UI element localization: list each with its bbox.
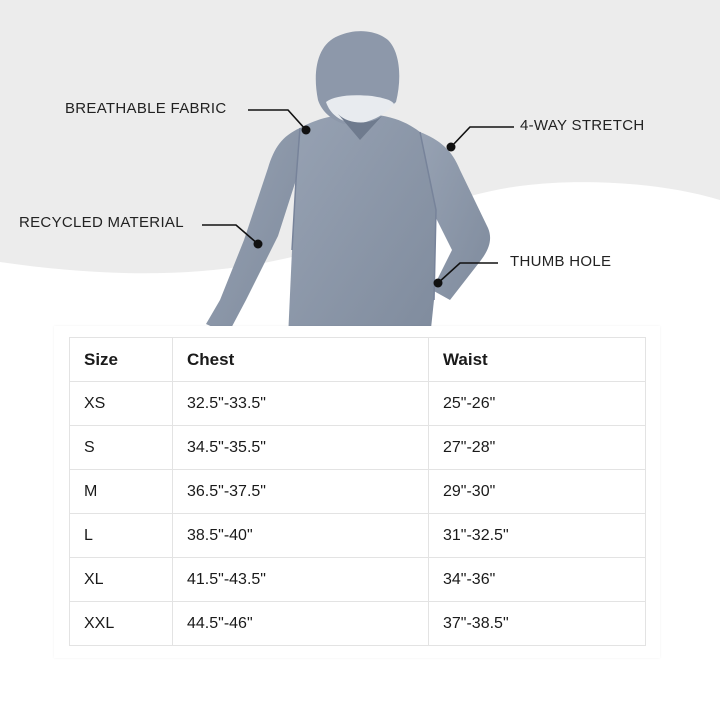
size-cell: M [70, 470, 173, 514]
table-row [70, 514, 646, 558]
size-chart-table [69, 337, 646, 646]
table-row [70, 426, 646, 470]
size-cell: S [70, 426, 173, 470]
waist-cell: 31"-32.5" [429, 514, 646, 558]
size-cell: XXL [70, 602, 173, 646]
callout-thumb-hole: THUMB HOLE [510, 253, 612, 270]
chest-cell: 32.5"-33.5" [173, 382, 429, 426]
waist-cell: 27"-28" [429, 426, 646, 470]
callout-recycled-material: RECYCLED MATERIAL [19, 214, 184, 231]
waist-cell: 37"-38.5" [429, 602, 646, 646]
table-header-row [70, 338, 646, 382]
chest-cell: 38.5"-40" [173, 514, 429, 558]
header-waist: Waist [429, 338, 646, 382]
size-cell: XS [70, 382, 173, 426]
size-cell: L [70, 514, 173, 558]
table-row [70, 558, 646, 602]
waist-cell: 25"-26" [429, 382, 646, 426]
size-cell: XL [70, 558, 173, 602]
callout-breathable-fabric: BREATHABLE FABRIC [65, 100, 227, 117]
breathable-dot [302, 126, 311, 135]
table-row [70, 602, 646, 646]
waist-cell: 34"-36" [429, 558, 646, 602]
waist-cell: 29"-30" [429, 470, 646, 514]
header-size: Size [70, 338, 173, 382]
table-row [70, 382, 646, 426]
chest-cell: 41.5"-43.5" [173, 558, 429, 602]
chest-cell: 34.5"-35.5" [173, 426, 429, 470]
chest-cell: 36.5"-37.5" [173, 470, 429, 514]
callout-4-way-stretch: 4-WAY STRETCH [520, 117, 645, 134]
chest-cell: 44.5"-46" [173, 602, 429, 646]
header-chest: Chest [173, 338, 429, 382]
table-row [70, 470, 646, 514]
